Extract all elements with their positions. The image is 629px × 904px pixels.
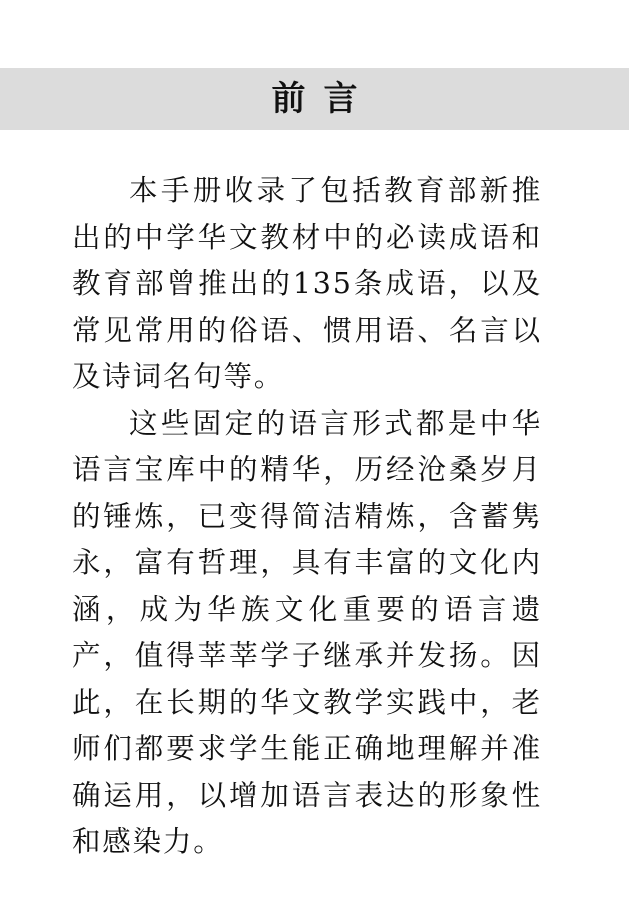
page-title: 前言 [271, 79, 376, 119]
preface-body [72, 168, 542, 866]
title-band [0, 68, 629, 130]
paragraph-2: 这些固定的语言形式都是中华语言宝库中的精华，历经沧桑岁月的锤炼，已变得简洁精炼，含蓄隽永，富有哲理，具有丰富的文化内涵，成为华族文化重要的语言遗产，值得莘莘学子继承并发扬。因此，在长期的华文教学实践中，老师们都要求学生能正确地理解并准确运用，以增加语言表达的形象性和感染力。 [72, 406, 542, 858]
paragraph-1: 本手册收录了包括教育部新推出的中学华文教材中的必读成语和教育部曾推出的135条成语，以及常见常用的俗语、惯用语、名言以及诗词名句等。 [72, 174, 542, 393]
